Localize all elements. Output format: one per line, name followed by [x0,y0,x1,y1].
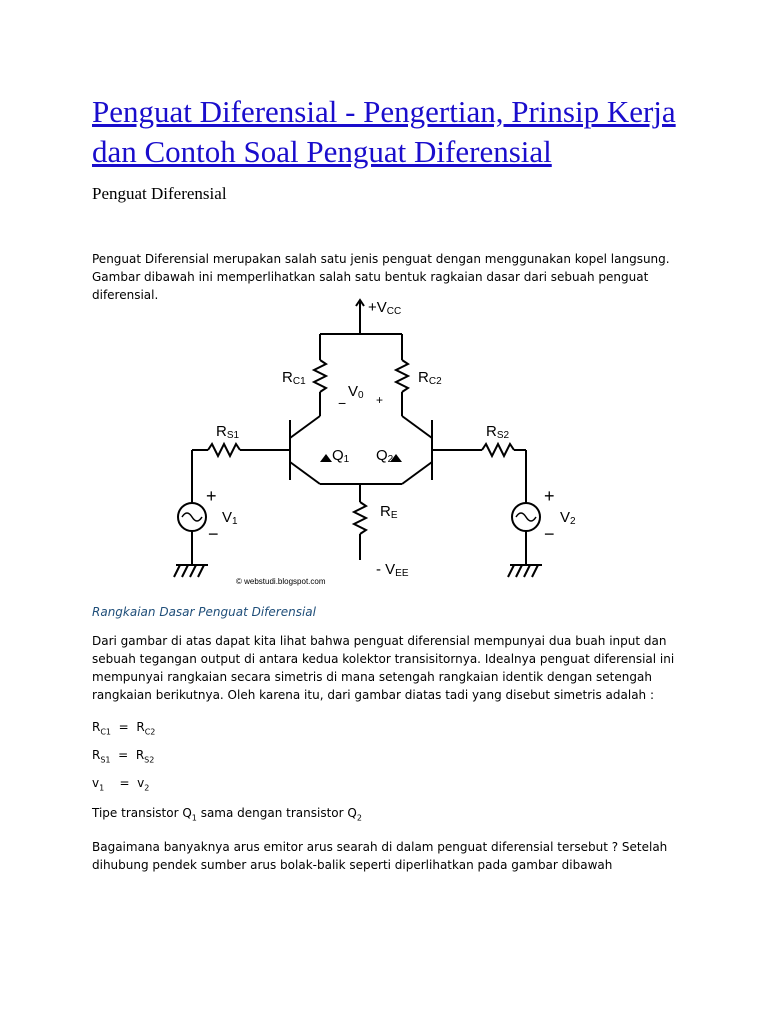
rc2-label: RC2 [418,369,442,387]
vee-label: - VEE [376,561,409,579]
article-title-link[interactable]: Penguat Diferensial - Pengertian, Prinsip Kerja dan Contoh Soal Penguat Diferensial [92,94,676,169]
q1-label: Q1 [332,447,350,465]
rs1-label: RS1 [216,423,240,441]
equation-rc: $R_{C1} = R_{C2}$ [92,720,156,737]
v1-plus-sign: + [206,486,217,506]
v2-minus-sign: − [544,524,555,544]
intro-paragraph: Penguat Diferensial merupakan salah satu jenis penguat dengan menggunakan kopel langsung. Gambar dibawah ini memperlihatkan salah satu bentuk ragkaian dasar dari sebuah penguat diferensial. [92,252,670,302]
rs2-label: RS2 [486,423,510,441]
v2-label: V2 [560,509,576,527]
rc1-label: RC1 [282,369,306,387]
v2-plus-sign: + [544,486,555,506]
question-paragraph: Bagaimana banyaknya arus emitor arus searah di dalam penguat diferensial tersebut ? Setelah dihubung pendek sumber arus bolak-balik seperti diperlihatkan pada gambar dibawah [92,840,668,872]
section-heading: Penguat Diferensial [92,184,227,203]
q2-label: Q2 [376,447,394,465]
vo-label: V0 [348,383,364,401]
v1-minus-sign: − [208,524,219,544]
watermark-text: © webstudi.blogspot.com [236,577,326,586]
vo-minus-sign: − [338,395,347,411]
equation-rs: $R_{S1} = R_{S2}$ [92,748,155,765]
differential-amplifier-circuit [170,290,580,590]
re-label: RE [380,503,398,521]
equation-v: $v_1$ = $v_2$ [92,776,150,793]
transistor-type-line: Tipe transistor $Q_1$ sama dengan transistor $Q_2$ [92,806,362,823]
vo-plus-sign: + [376,393,384,407]
figure-caption: Rangkaian Dasar Penguat Diferensial [92,605,316,619]
v1-label: V1 [222,509,238,527]
vcc-label: +VCC [368,299,402,317]
symmetry-paragraph: Dari gambar di atas dapat kita lihat bahwa penguat diferensial mempunyai dua buah input dan sebuah tegangan output di antara kedua kolektor transisitornya. Idealnya penguat diferensial ini mempunyai rangkaian secara simetris di mana setengah rangkaian identik dengan setengah rangkaian berikutnya. Oleh karena itu, dari gambar diatas tadi yang disebut simetris adalah : [92,634,675,702]
